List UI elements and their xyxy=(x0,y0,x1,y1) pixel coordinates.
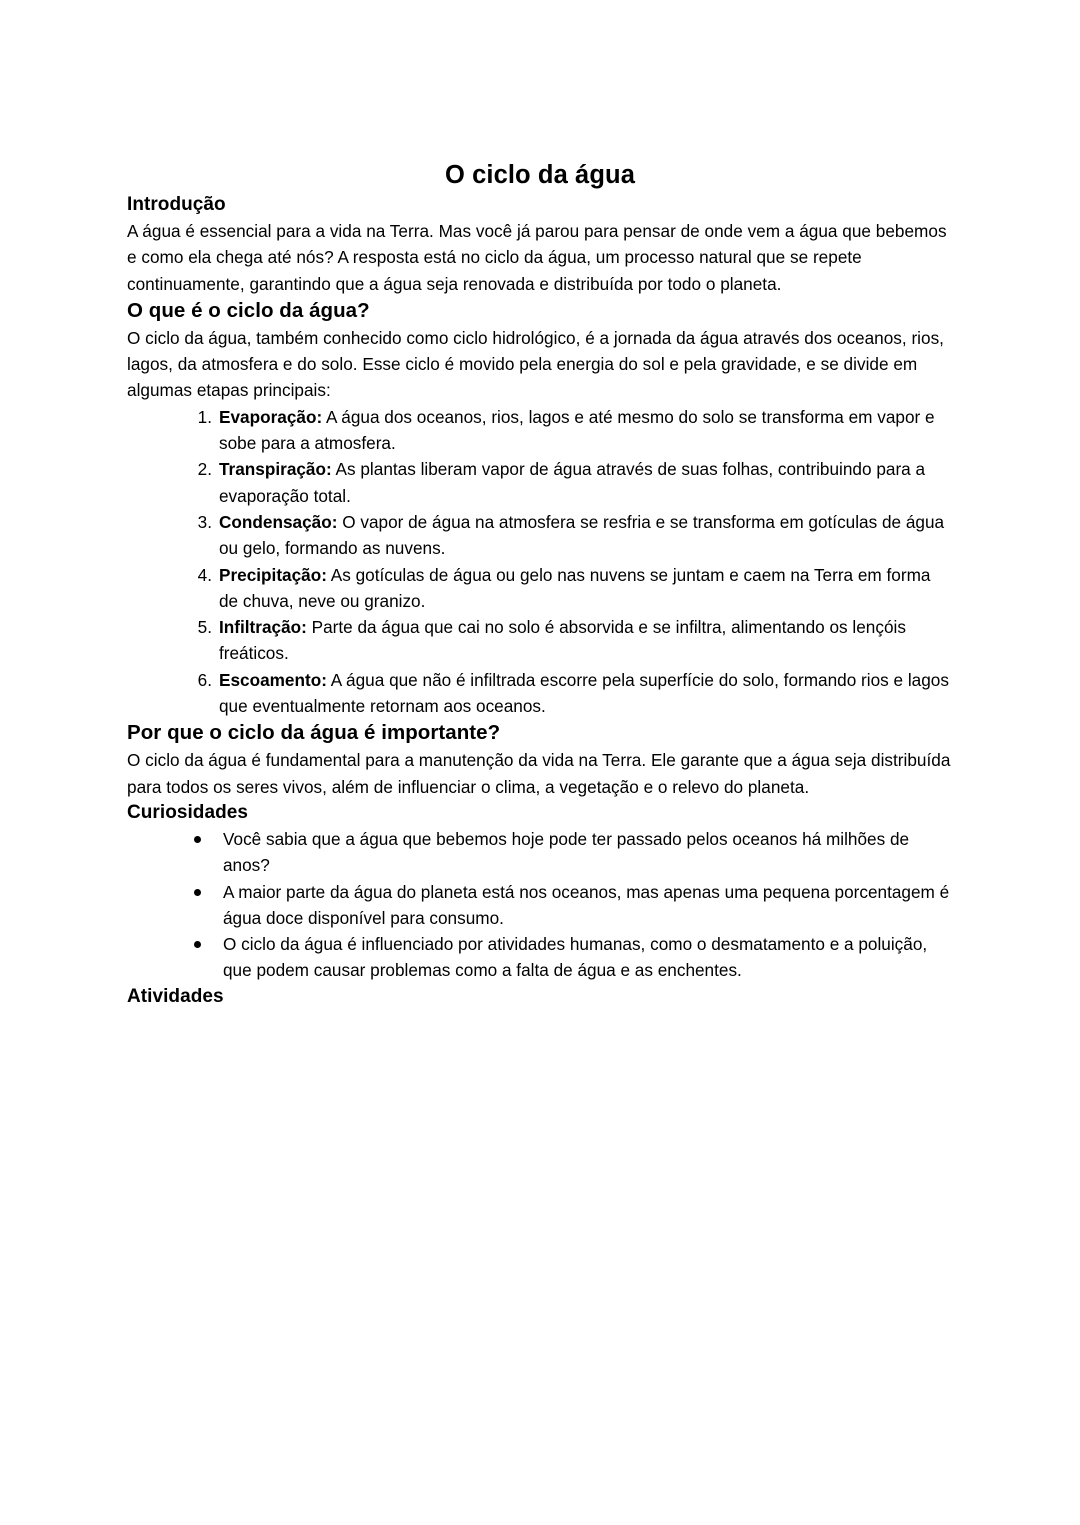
list-item-text: A água que não é infiltrada escorre pela superfície do solo, formando rios e lagos que eventualmente retornam aos oceanos. xyxy=(219,669,949,717)
list-item xyxy=(192,509,953,562)
list-item-text: As gotículas de água ou gelo nas nuvens se juntam e caem na Terra em forma de chuva, neve ou granizo. xyxy=(219,564,931,611)
curiosidades-list xyxy=(127,826,953,984)
heading-atividades: Atividades xyxy=(127,985,224,1007)
paragraph-o-que-e-o-ciclo-da-agua: O ciclo da água, também conhecido como ciclo hidrológico, é a jornada da água através dos oceanos, rios, lagos, da atmosfera e do solo. Esse ciclo é movido pela energia do sol e pela gravidade, e se divide em algumas etapas principais: xyxy=(127,327,944,401)
list-item-label: Transpiração: xyxy=(219,459,332,480)
heading-o-que-e-o-ciclo-da-agua: O que é o ciclo da água? xyxy=(127,298,370,322)
paragraph-importancia: O ciclo da água é fundamental para a manutenção da vida na Terra. Ele garante que a água seja distribuída para todos os seres vivos, além de influenciar o clima, a vegetação e o relevo do planeta. xyxy=(127,750,951,797)
heading-por-que-o-ciclo-da-agua-e-importante: Por que o ciclo da água é importante? xyxy=(127,721,501,745)
list-item: O ciclo da água é influenciado por atividades humanas, como o desmatamento e a poluição, que podem causar problemas como a falta de água e as enchentes. xyxy=(193,931,953,984)
list-item xyxy=(192,562,953,615)
page-title: O ciclo da água xyxy=(445,161,635,189)
list-item: Você sabia que a água que bebemos hoje pode ter passado pelos oceanos há milhões de anos? xyxy=(193,826,953,879)
list-item-label: Escoamento: xyxy=(219,669,327,690)
list-item-text: A água dos oceanos, rios, lagos e até mesmo do solo se transforma em vapor e sobe para a atmosfera. xyxy=(219,406,935,454)
list-item-text: O vapor de água na atmosfera se resfria e se transforma em gotículas de água ou gelo, formando as nuvens. xyxy=(219,511,945,559)
list-item xyxy=(192,614,953,667)
list-item-label: Condensação: xyxy=(219,511,338,532)
list-item xyxy=(192,667,953,720)
paragraph-introducao: A água é essencial para a vida na Terra. Mas você já parou para pensar de onde vem a água que bebemos e como ela chega até nós? A resposta está no ciclo da água, um processo natural que se repete continuamente, garantindo que a água seja renovada e distribuída por todo o planeta. xyxy=(127,221,947,294)
list-item xyxy=(192,456,953,509)
heading-introducao: Introdução xyxy=(127,194,226,215)
list-item-label: Precipitação: xyxy=(219,564,327,585)
list-item: A maior parte da água do planeta está nos oceanos, mas apenas uma pequena porcentagem é água doce disponível para consumo. xyxy=(193,879,953,932)
ciclo-etapas-list xyxy=(127,404,953,720)
list-item-text: As plantas liberam vapor de água através de suas folhas, contribuindo para a evaporação total. xyxy=(219,459,926,506)
list-item-label: Infiltração: xyxy=(219,617,307,638)
heading-curiosidades: Curiosidades xyxy=(127,801,248,823)
list-item xyxy=(192,404,953,457)
list-item-text: Parte da água que cai no solo é absorvida e se infiltra, alimentando os lençóis freáticos. xyxy=(219,617,906,664)
list-item-label: Evaporação: xyxy=(219,406,323,427)
